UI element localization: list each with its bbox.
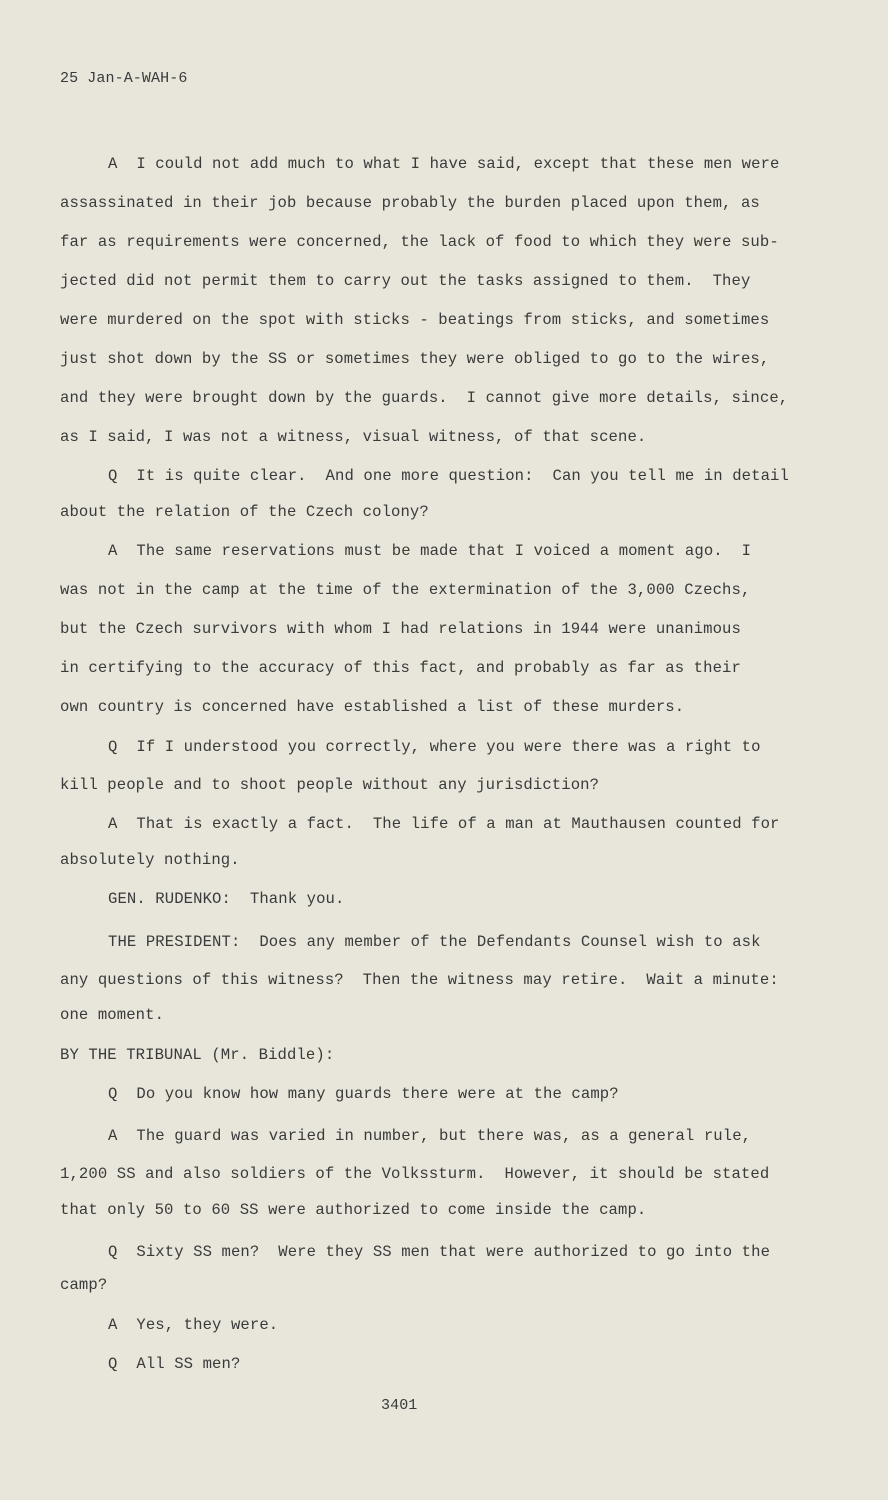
text-line: but the Czech survivors with whom I had relations in 1944 were unanimous [60, 620, 741, 638]
text-line: A That is exactly a fact. The life of a man at Mauthausen counted for [108, 815, 780, 833]
text-line: and they were brought down by the guards. I cannot give more details, since, [60, 389, 789, 407]
page-header: 25 Jan-A-WAH-6 [60, 70, 188, 87]
text-line: Q Do you know how many guards there were at the camp? [108, 1085, 619, 1103]
text-line: GEN. RUDENKO: Thank you. [108, 890, 345, 908]
text-line: absolutely nothing. [60, 851, 240, 869]
text-line: about the relation of the Czech colony? [60, 503, 429, 521]
text-line: A The same reservations must be made that I voiced a moment ago. I [108, 542, 752, 560]
text-line: in certifying to the accuracy of this fact, and probably as far as their [60, 659, 741, 677]
text-line: were murdered on the spot with sticks - beatings from sticks, and sometimes [60, 311, 770, 329]
text-line: Q Sixty SS men? Were they SS men that were authorized to go into the [108, 1243, 771, 1261]
text-line: one moment. [60, 1006, 165, 1024]
text-line: assassinated in their job because probably the burden placed upon them, as [60, 194, 760, 212]
text-line: A Yes, they were. [108, 1316, 279, 1334]
text-line: any questions of this witness? Then the witness may retire. Wait a minute: [60, 971, 779, 989]
text-line: far as requirements were concerned, the lack of food to which they were sub- [60, 233, 779, 251]
text-line: kill people and to shoot people without any jurisdiction? [60, 776, 600, 794]
text-line: THE PRESIDENT: Does any member of the Defendants Counsel wish to ask [108, 933, 761, 951]
text-line: jected did not permit them to carry out the tasks assigned to them. They [60, 272, 751, 290]
text-line: camp? [60, 1276, 108, 1294]
text-line: was not in the camp at the time of the extermination of the 3,000 Czechs, [60, 581, 751, 599]
text-line: just shot down by the SS or sometimes they were obliged to go to the wires, [60, 350, 770, 368]
text-line: Q If I understood you correctly, where you were there was a right to [108, 738, 761, 756]
text-line: as I said, I was not a witness, visual witness, of that scene. [60, 428, 647, 446]
text-line: Q All SS men? [108, 1355, 241, 1373]
text-line: 1,200 SS and also soldiers of the Volkssturm. However, it should be stated [60, 1165, 770, 1183]
text-line: Q It is quite clear. And one more question: Can you tell me in detail [108, 467, 789, 485]
page-number: 3401 [381, 1397, 418, 1414]
text-line: A I could not add much to what I have said, except that these men were [108, 155, 780, 173]
text-line: A The guard was varied in number, but there was, as a general rule, [108, 1127, 752, 1145]
text-line: BY THE TRIBUNAL (Mr. Biddle): [60, 1046, 335, 1064]
text-line: that only 50 to 60 SS were authorized to come inside the camp. [60, 1201, 647, 1219]
text-line: own country is concerned have established a list of these murders. [60, 698, 685, 716]
